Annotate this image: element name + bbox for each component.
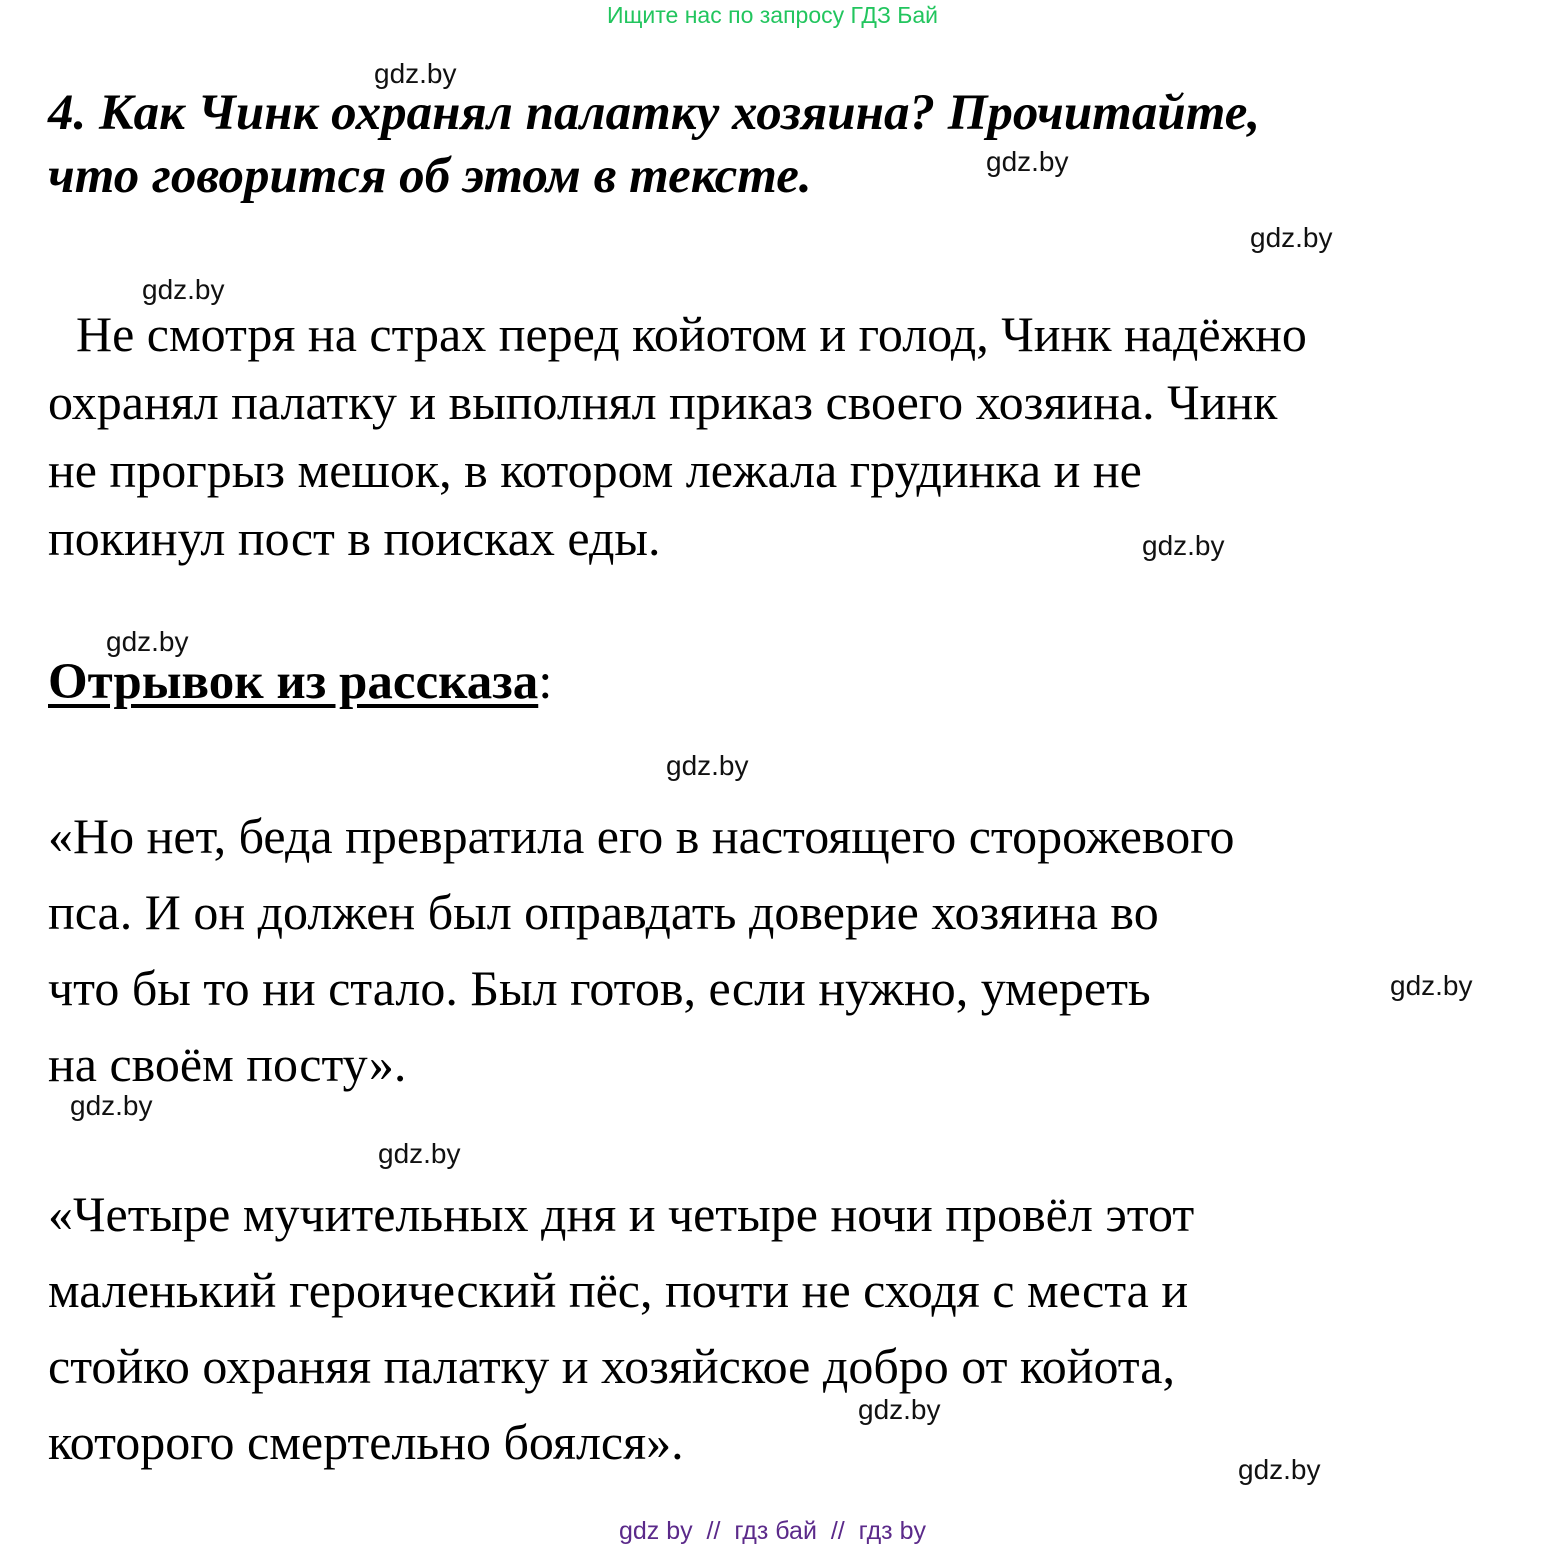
watermark: gdz.by — [374, 58, 457, 89]
watermark: gdz.by — [1238, 1454, 1321, 1485]
watermark: gdz.by — [142, 274, 225, 305]
watermark: gdz.by — [378, 1138, 461, 1169]
quote-line: маленький героический пёс, почти не сходя с места и — [48, 1262, 1189, 1318]
quote-line: «Четыре мучительных дня и четыре ночи провёл этот — [48, 1186, 1195, 1242]
watermark: gdz.by — [106, 626, 189, 657]
answer-line: Не смотря на страх перед койотом и голод, Чинк надёжно — [76, 306, 1307, 362]
watermark: gdz.by — [1250, 222, 1333, 253]
footer-links: gdz by // гдз бай // гдз by — [618, 1517, 926, 1545]
top-banner: Ищите нас по запросу ГДЗ Бай — [606, 2, 939, 28]
quote-line: стойко охраняя палатку и хозяйское добро от койота, — [48, 1338, 1175, 1394]
quote-line: пса. И он должен был оправдать доверие хозяина во — [48, 884, 1159, 940]
watermark: gdz.by — [666, 750, 749, 781]
watermark: gdz.by — [986, 146, 1069, 177]
answer-line: охранял палатку и выполнял приказ своего хозяина. Чинк — [48, 374, 1278, 430]
watermark: gdz.by — [70, 1090, 153, 1121]
excerpt-heading — [48, 650, 552, 714]
question-heading — [48, 82, 1508, 208]
excerpt-heading-label: Отрывок из рассказа — [48, 654, 539, 710]
watermark: gdz.by — [1142, 530, 1225, 561]
quote-line: «Но нет, беда превратила его в настоящего сторожевого — [48, 808, 1235, 864]
excerpt-quote-2 — [48, 1176, 1194, 1480]
question-line: что говорится об этом в тексте. — [48, 148, 812, 204]
question-line: 4. Как Чинк охранял палатку хозяина? Прочитайте, — [48, 85, 1261, 141]
quote-line: на своём посту». — [48, 1036, 407, 1092]
watermark: gdz.by — [858, 1394, 941, 1425]
answer-paragraph — [48, 300, 1307, 572]
quote-line: которого смертельно боялся». — [48, 1414, 684, 1470]
quote-line: что бы то ни стало. Был готов, если нужно, умереть — [48, 960, 1151, 1016]
excerpt-heading-colon: : — [538, 654, 553, 710]
answer-line: не прогрыз мешок, в котором лежала грудинка и не — [48, 442, 1142, 498]
excerpt-quote-1 — [48, 798, 1234, 1102]
watermark: gdz.by — [1390, 970, 1473, 1001]
answer-line: покинул пост в поисках еды. — [48, 510, 661, 566]
